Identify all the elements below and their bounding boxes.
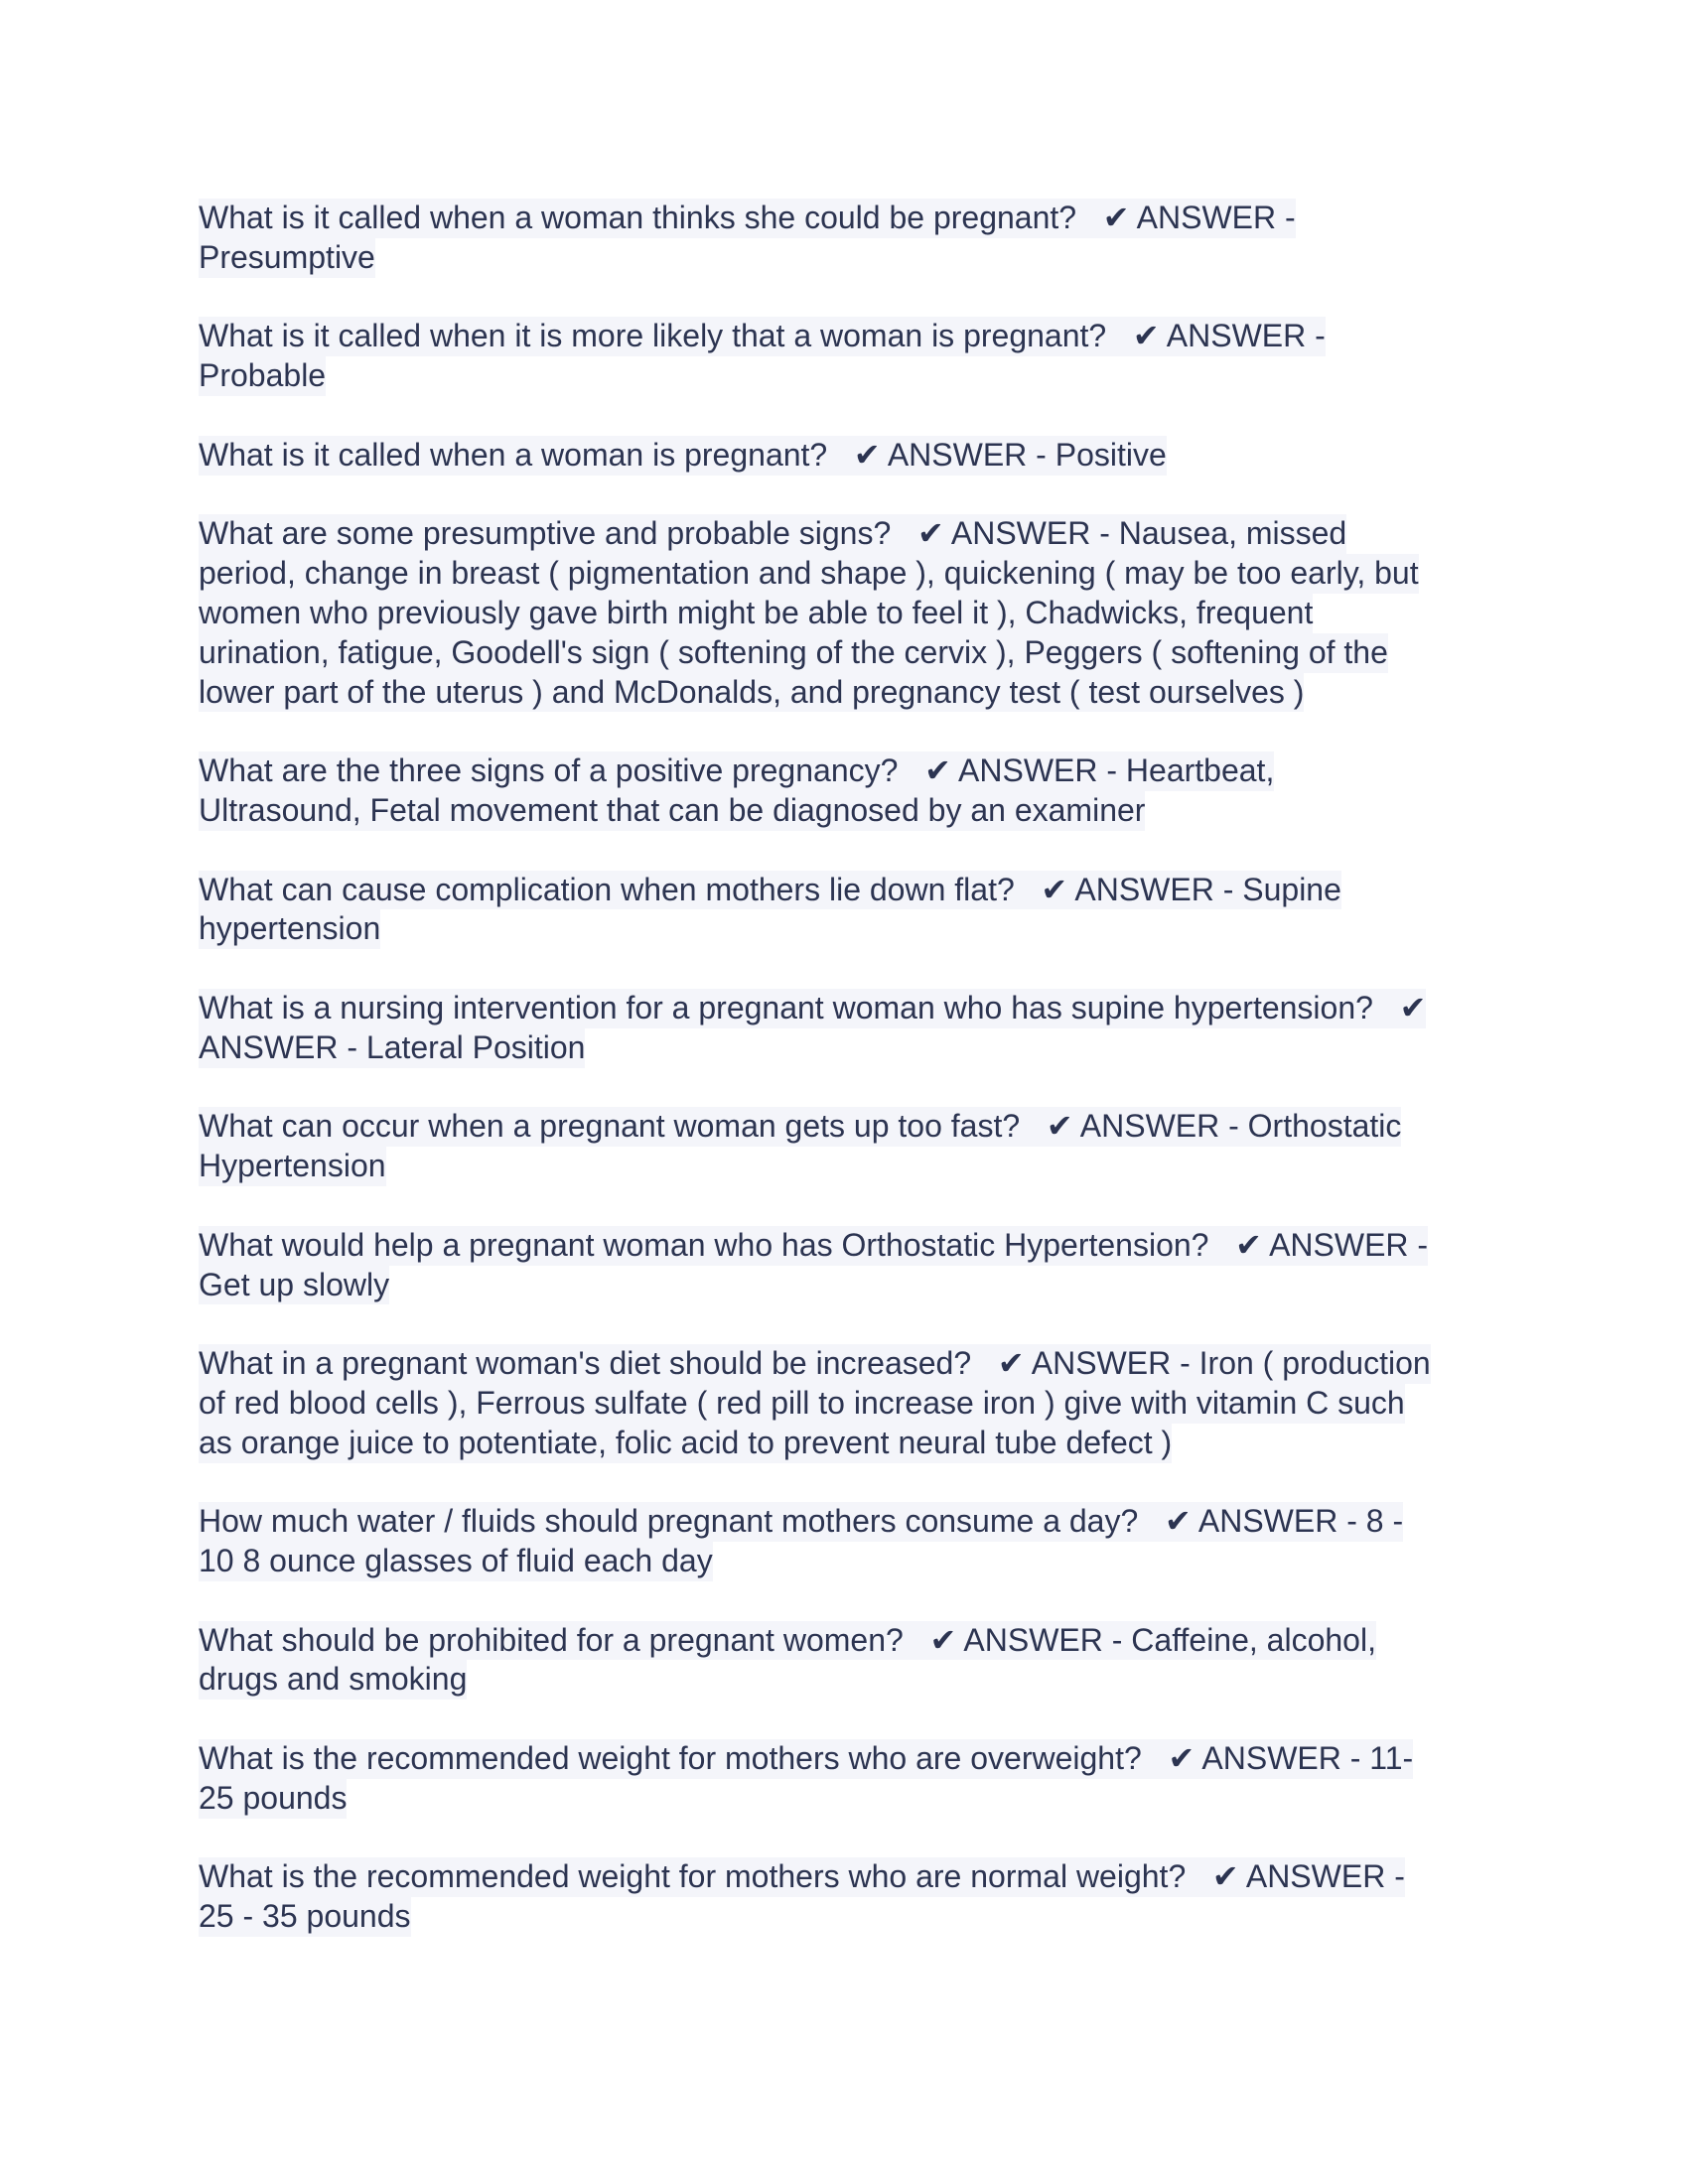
qa-text: What are the three signs of a positive pregnancy? ✔ ANSWER - Heartbeat, [199,751,1274,791]
qa-text: 25 - 35 pounds [199,1897,411,1937]
qa-line [199,199,1509,238]
qa-text: 10 8 ounce glasses of fluid each day [199,1542,713,1581]
qa-line [199,356,1509,396]
qa-line [199,1424,1509,1463]
qa-text: How much water / fluids should pregnant mothers consume a day? ✔ ANSWER - 8 - [199,1502,1403,1542]
qa-item [199,1621,1509,1701]
qa-item [199,199,1509,278]
qa-text: Ultrasound, Fetal movement that can be diagnosed by an examiner [199,791,1145,831]
qa-line [199,909,1509,949]
qa-text: of red blood cells ), Ferrous sulfate ( red pill to increase iron ) give with vitamin C such [199,1384,1405,1424]
qa-text: What is a nursing intervention for a pregnant woman who has supine hypertension? ✔ [199,989,1426,1028]
qa-text: drugs and smoking [199,1660,467,1700]
qa-line [199,1266,1509,1305]
qa-text: What should be prohibited for a pregnant women? ✔ ANSWER - Caffeine, alcohol, [199,1621,1376,1661]
qa-line [199,436,1509,476]
qa-line [199,989,1509,1028]
document-page [199,199,1509,1977]
qa-item [199,1226,1509,1305]
qa-text: What can occur when a pregnant woman gets up too fast? ✔ ANSWER - Orthostatic [199,1107,1401,1147]
qa-line [199,238,1509,278]
qa-item [199,1344,1509,1462]
qa-text: lower part of the uterus ) and McDonalds, and pregnancy test ( test ourselves ) [199,673,1304,713]
qa-line [199,633,1509,673]
qa-line [199,1660,1509,1700]
qa-text: What is the recommended weight for mothers who are normal weight? ✔ ANSWER - [199,1857,1405,1897]
qa-text: Get up slowly [199,1266,389,1305]
qa-line [199,1344,1509,1384]
qa-item [199,317,1509,396]
qa-text: What in a pregnant woman's diet should be increased? ✔ ANSWER - Iron ( production [199,1344,1431,1384]
qa-line [199,1897,1509,1937]
qa-line [199,1384,1509,1424]
qa-text: ANSWER - Lateral Position [199,1028,585,1068]
qa-line [199,594,1509,633]
qa-line [199,514,1509,554]
qa-line [199,317,1509,356]
qa-text: What is it called when it is more likely that a woman is pregnant? ✔ ANSWER - [199,317,1326,356]
qa-item [199,1502,1509,1581]
qa-line [199,1226,1509,1266]
qa-item [199,989,1509,1068]
qa-text: Probable [199,356,326,396]
qa-text: What would help a pregnant woman who has Orthostatic Hypertension? ✔ ANSWER - [199,1226,1428,1266]
qa-item [199,1107,1509,1186]
qa-item [199,751,1509,831]
qa-line [199,1779,1509,1819]
qa-text: women who previously gave birth might be able to feel it ), Chadwicks, frequent [199,594,1313,633]
qa-item [199,436,1509,476]
qa-line [199,1147,1509,1186]
qa-item [199,1739,1509,1819]
qa-item [199,514,1509,712]
qa-line [199,554,1509,594]
qa-text: period, change in breast ( pigmentation and shape ), quickening ( may be too early, but [199,554,1419,594]
qa-text: What is the recommended weight for mothers who are overweight? ✔ ANSWER - 11- [199,1739,1413,1779]
qa-text: urination, fatigue, Goodell's sign ( softening of the cervix ), Peggers ( softening of the [199,633,1388,673]
qa-line [199,871,1509,910]
qa-text: hypertension [199,909,380,949]
qa-line [199,1739,1509,1779]
qa-line [199,1621,1509,1661]
qa-line [199,1502,1509,1542]
qa-text: What can cause complication when mothers lie down flat? ✔ ANSWER - Supine [199,871,1341,910]
qa-line [199,1107,1509,1147]
qa-text: What are some presumptive and probable signs? ✔ ANSWER - Nausea, missed [199,514,1346,554]
qa-text: Presumptive [199,238,375,278]
qa-line [199,791,1509,831]
qa-line [199,673,1509,713]
qa-item [199,1857,1509,1937]
qa-line [199,1028,1509,1068]
qa-text: 25 pounds [199,1779,347,1819]
qa-text: as orange juice to potentiate, folic acid to prevent neural tube defect ) [199,1424,1172,1463]
qa-text: What is it called when a woman is pregnant? ✔ ANSWER - Positive [199,436,1167,476]
qa-line [199,751,1509,791]
qa-item [199,871,1509,950]
qa-line [199,1857,1509,1897]
qa-text: What is it called when a woman thinks she could be pregnant? ✔ ANSWER - [199,199,1296,238]
qa-line [199,1542,1509,1581]
qa-text: Hypertension [199,1147,386,1186]
